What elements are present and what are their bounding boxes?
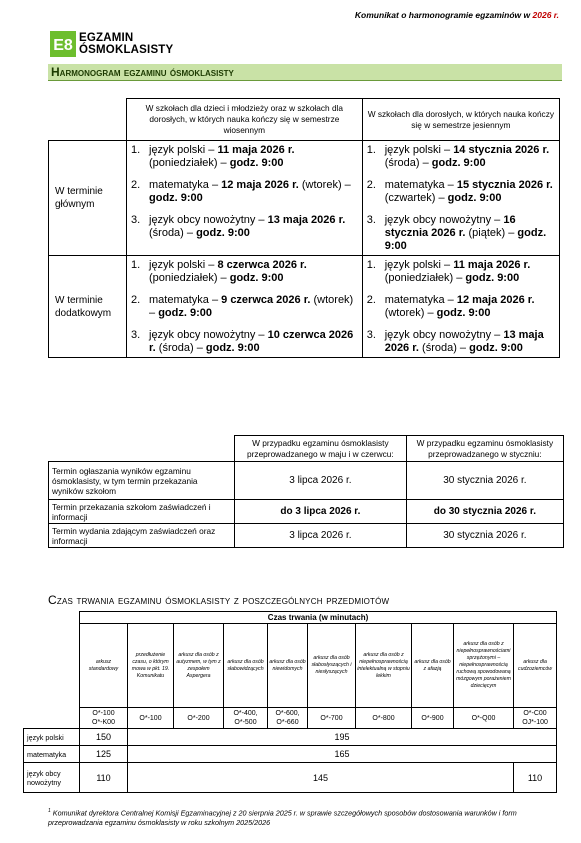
item-text: matematyka – 12 maja 2026 r. (wtorek) – godz. 9:00 bbox=[149, 179, 351, 204]
item-text: język obcy nowożytny – 13 maja 2026 r. (środa) – godz. 9:00 bbox=[384, 329, 544, 354]
schedule-row-additional bbox=[49, 256, 560, 358]
exam-schedule-item bbox=[131, 179, 358, 205]
results-row bbox=[49, 500, 564, 524]
duration-subject: język obcy nowożytny bbox=[24, 763, 80, 793]
duration-foreigners-value: 110 bbox=[514, 763, 557, 793]
results-value: 3 lipca 2026 r. bbox=[235, 524, 407, 548]
schedule-header-autumn: W szkołach dla dorosłych, w których nauka kończy się w semestrze jesiennym bbox=[362, 99, 559, 141]
sheet-code: O*-200 bbox=[174, 708, 224, 729]
exam-schedule-item bbox=[367, 329, 555, 355]
results-row-label: Termin przekazania szkołom zaświadczeń i informacji bbox=[49, 500, 235, 524]
sheet-code: O*-400, O*-500 bbox=[224, 708, 268, 729]
item-text: język obcy nowożytny – 10 czerwca 2026 r. (środa) – godz. 9:00 bbox=[149, 329, 354, 354]
schedule-row-main bbox=[49, 141, 560, 256]
duration-standard-value: 125 bbox=[80, 746, 128, 763]
schedule-header-spring: W szkołach dla dzieci i młodzieży oraz w szkołach dla dorosłych, w których nauka kończy się w semestrze wiosennym bbox=[127, 99, 363, 141]
duration-column-header: arkusz standardowy bbox=[80, 624, 128, 708]
item-number: 2. bbox=[366, 294, 376, 306]
communique-note-year: 2026 r. bbox=[532, 10, 559, 20]
exam-schedule-item bbox=[367, 214, 555, 253]
item-number: 2. bbox=[366, 179, 376, 191]
item-text: język polski – 11 maja 2026 r. (poniedziałek) – godz. 9:00 bbox=[149, 144, 295, 169]
item-text: język polski – 8 czerwca 2026 r. (poniedziałek) – godz. 9:00 bbox=[149, 259, 307, 284]
duration-row-math bbox=[24, 746, 557, 763]
duration-extended-value: 195 bbox=[128, 729, 557, 746]
exam-schedule-item bbox=[367, 144, 555, 170]
exam-schedule-item bbox=[131, 144, 358, 170]
item-number: 2. bbox=[131, 294, 141, 306]
item-number: 3. bbox=[366, 329, 376, 341]
sheet-code: O*-600, O*-660 bbox=[268, 708, 308, 729]
duration-standard-value: 110 bbox=[80, 763, 128, 793]
sheet-code: O*-100 bbox=[128, 708, 174, 729]
results-value: 30 stycznia 2026 r. bbox=[406, 524, 563, 548]
results-dates-table bbox=[48, 435, 564, 548]
schedule-cell bbox=[127, 256, 363, 358]
sheet-code: O*-Q00 bbox=[454, 708, 514, 729]
duration-standard-value: 150 bbox=[80, 729, 128, 746]
sheet-code: O*-900 bbox=[412, 708, 454, 729]
results-row-label: Termin wydania zdającym zaświadczeń oraz informacji bbox=[49, 524, 235, 548]
schedule-corner-cell bbox=[49, 99, 127, 141]
page-title: Harmonogram egzaminu ósmoklasisty bbox=[48, 64, 562, 81]
results-header-may-june: W przypadku egzaminu ósmoklasisty przeprowadzanego w maju i w czerwcu: bbox=[235, 436, 407, 462]
item-text: matematyka – 9 czerwca 2026 r. (wtorek) – godz. 9:00 bbox=[149, 294, 354, 319]
schedule-cell bbox=[362, 141, 559, 256]
duration-column-header: przedłużenie czasu, o którym mowa w pkt. 19. Komunikatu bbox=[128, 624, 174, 708]
item-number: 1. bbox=[366, 259, 376, 271]
exam-schedule-table bbox=[48, 98, 560, 358]
results-value: 3 lipca 2026 r. bbox=[235, 462, 407, 500]
results-row bbox=[49, 462, 564, 500]
item-text: język obcy nowożytny – 16 stycznia 2026 r. (piątek) – godz. 9:00 bbox=[384, 214, 547, 252]
sheet-code: O*-700 bbox=[308, 708, 356, 729]
communique-note-prefix: Komunikat o harmonogramie egzaminów w bbox=[354, 10, 533, 20]
results-corner-cell bbox=[49, 436, 235, 462]
exam-schedule-item bbox=[131, 259, 358, 285]
duration-subject: język polski bbox=[24, 729, 80, 746]
exam-schedule-item bbox=[367, 179, 555, 205]
duration-column-header: arkusz dla osób z niepełnosprawnością intelektualną w stopniu lekkim bbox=[356, 624, 412, 708]
svg-text:E8: E8 bbox=[53, 37, 73, 54]
sheet-code: O*-800 bbox=[356, 708, 412, 729]
footnote-text: Komunikat dyrektora Centralnej Komisji Egzaminacyjnej z 20 sierpnia 2025 r. w sprawie szczegółowych sposobów dostosowania warunków i form przeprowadzania egzaminu ósmoklasisty w roku szkolnym 2025/2026 bbox=[48, 808, 517, 828]
duration-subject: matematyka bbox=[24, 746, 80, 763]
exam-schedule-item bbox=[131, 294, 358, 320]
exam-schedule-item bbox=[367, 294, 555, 320]
footnote bbox=[48, 806, 568, 828]
item-number: 3. bbox=[366, 214, 376, 226]
duration-table bbox=[23, 611, 557, 793]
item-text: matematyka – 15 stycznia 2026 r. (czwartek) – godz. 9:00 bbox=[384, 179, 553, 204]
results-row-label: Termin ogłaszania wyników egzaminu ósmoklasisty, w tym termin przekazania wyników szkołom bbox=[49, 462, 235, 500]
duration-extended-value: 145 bbox=[128, 763, 514, 793]
item-text: język polski – 14 stycznia 2026 r. (środa) – godz. 9:00 bbox=[384, 144, 550, 169]
exam-schedule-item bbox=[367, 259, 555, 285]
e8-logo-icon bbox=[50, 31, 76, 57]
communique-note bbox=[355, 10, 559, 20]
duration-column-header: arkusz dla cudzoziemców bbox=[514, 624, 557, 708]
item-number: 1. bbox=[131, 259, 141, 271]
sheet-code: O*-100 O*-K00 bbox=[80, 708, 128, 729]
item-number: 1. bbox=[131, 144, 141, 156]
item-text: matematyka – 12 maja 2026 r. (wtorek) – godz. 9:00 bbox=[384, 294, 535, 319]
exam-schedule-item bbox=[131, 329, 358, 355]
duration-column-header: arkusz dla osób z autyzmem, w tym z zespołem Aspergera bbox=[174, 624, 224, 708]
results-header-january: W przypadku egzaminu ósmoklasisty przeprowadzanego w styczniu: bbox=[406, 436, 563, 462]
duration-section-title: Czas trwania egzaminu ósmoklasisty z poszczególnych przedmiotów bbox=[48, 593, 390, 607]
schedule-cell bbox=[362, 256, 559, 358]
duration-row-polish bbox=[24, 729, 557, 746]
item-number: 1. bbox=[366, 144, 376, 156]
results-value: do 3 lipca 2026 r. bbox=[235, 500, 407, 524]
exam-schedule-item bbox=[131, 214, 358, 240]
schedule-row-label: W terminie głównym bbox=[49, 141, 127, 256]
duration-row-foreign-language bbox=[24, 763, 557, 793]
duration-column-header: arkusz dla osób z afazją bbox=[412, 624, 454, 708]
duration-column-header: arkusz dla osób słabosłyszących i niesłyszących bbox=[308, 624, 356, 708]
exam-logo bbox=[50, 31, 173, 57]
duration-corner-cell bbox=[24, 612, 80, 729]
logo-line-1: EGZAMIN bbox=[79, 32, 134, 44]
duration-column-header: arkusz dla osób słabowidzących bbox=[224, 624, 268, 708]
results-value: do 30 stycznia 2026 r. bbox=[406, 500, 563, 524]
schedule-row-label: W terminie dodatkowym bbox=[49, 256, 127, 358]
logo-line-2: ÓSMOKLASISTY bbox=[79, 44, 174, 56]
duration-header: Czas trwania (w minutach) bbox=[80, 612, 557, 624]
item-text: język obcy nowożytny – 13 maja 2026 r. (środa) – godz. 9:00 bbox=[149, 214, 346, 239]
sheet-code: O*-C00 OJ*-100 bbox=[514, 708, 557, 729]
duration-column-header: arkusz dla osób z niepełnosprawnościami sprzężonymi – niepełnosprawnością ruchową spowodowaną mózgowym porażeniem dziecięcym bbox=[454, 624, 514, 708]
duration-column-header: arkusz dla osób niewidomych bbox=[268, 624, 308, 708]
results-value: 30 stycznia 2026 r. bbox=[406, 462, 563, 500]
item-number: 3. bbox=[131, 214, 141, 226]
duration-extended-value: 165 bbox=[128, 746, 557, 763]
footnote-marker: 1 bbox=[48, 808, 51, 814]
item-text: język polski – 11 maja 2026 r. (poniedziałek) – godz. 9:00 bbox=[384, 259, 531, 284]
item-number: 2. bbox=[131, 179, 141, 191]
item-number: 3. bbox=[131, 329, 141, 341]
results-row bbox=[49, 524, 564, 548]
schedule-cell bbox=[127, 141, 363, 256]
